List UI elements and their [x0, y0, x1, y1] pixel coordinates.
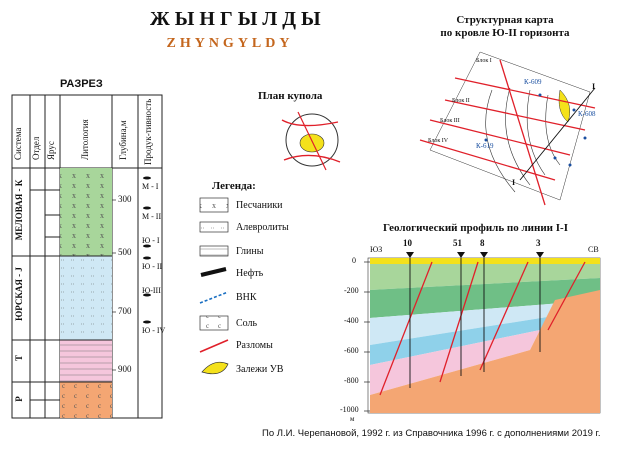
profile-well: 10 — [403, 238, 412, 248]
legend-oil: Нефть — [236, 268, 264, 279]
header-productivity: Продук-тивность — [143, 98, 153, 165]
legend-symbols — [200, 198, 228, 374]
legend-sandstone: Песчаники — [236, 200, 283, 211]
legend-siltstone: Алевролиты — [236, 222, 289, 233]
layer-label: Ю-III — [142, 286, 161, 295]
system-permian: P — [14, 396, 24, 402]
legend-owc: ВНК — [236, 292, 257, 303]
legend-salt: Соль — [236, 318, 258, 329]
section-mark: I — [512, 178, 516, 187]
system-jurassic: ЮРСКАЯ - J — [14, 267, 24, 321]
layer-label: Ю - I — [142, 236, 160, 245]
layer-label: М - II — [142, 212, 162, 221]
profile-depth: 0 — [352, 256, 356, 265]
profile-depth: -400 — [344, 316, 359, 325]
section-title: РАЗРЕЗ — [60, 78, 103, 90]
structure-map — [420, 52, 595, 205]
system-cretaceous: МЕЛОВАЯ - К — [14, 179, 24, 241]
title-en: ZHYNGYLDY — [166, 36, 294, 51]
layer-label: М - I — [142, 182, 159, 191]
depth-tick: 900 — [118, 364, 132, 374]
system-triassic: T — [14, 355, 24, 362]
legend-clay: Глины — [236, 246, 264, 257]
legend-title: Легенда: — [212, 180, 256, 192]
header-stage: Ярус — [46, 141, 56, 160]
header-depth: Глубина,м — [118, 120, 128, 160]
well-label: К-609 — [524, 78, 542, 86]
geological-profile — [364, 252, 600, 413]
structure-map-title: Структурная карта по кровле Ю-II горизонта — [440, 14, 570, 39]
layer-label: Ю - II — [142, 262, 163, 271]
legend-deposits: Залежи УВ — [236, 364, 284, 375]
well-label: К-619 — [476, 142, 494, 150]
profile-left-label: ЮЗ — [370, 245, 383, 254]
profile-well: 8 — [480, 238, 485, 248]
profile-depth: -200 — [344, 286, 359, 295]
section-mark: I — [592, 82, 596, 91]
depth-tick: 500 — [118, 247, 132, 257]
source-note: По Л.И. Черепановой, 1992 г. из Справочника 1996 г. с дополнениями 2019 г. — [262, 428, 601, 439]
depth-tick: 300 — [118, 194, 132, 204]
legend-faults: Разломы — [236, 340, 273, 351]
dome-plan — [282, 112, 340, 170]
profile-well: 3 — [536, 238, 541, 248]
depth-tick: 700 — [118, 306, 132, 316]
profile-right-label: СВ — [588, 245, 599, 254]
profile-title: Геологический профиль по линии I-I — [383, 222, 568, 234]
block-label: Блок IV — [428, 138, 449, 144]
dome-title: План купола — [258, 90, 323, 102]
layer-label: Ю - IV — [142, 326, 166, 335]
block-label: Блок III — [440, 118, 460, 124]
header-system: Система — [13, 127, 23, 160]
well-label: К-608 — [578, 110, 596, 118]
title-ru: ЖЫНГЫЛДЫ — [150, 8, 326, 30]
block-label: Блок II — [452, 98, 470, 104]
profile-well: 51 — [453, 238, 462, 248]
profile-depth: -600 — [344, 346, 359, 355]
block-label: Блок I — [476, 58, 492, 64]
profile-depth: -800 — [344, 376, 359, 385]
profile-depth-unit: м — [350, 415, 355, 423]
profile-depth: -1000 — [340, 405, 359, 414]
header-division: Отдел — [31, 136, 41, 160]
header-lithology: Литология — [80, 119, 90, 160]
